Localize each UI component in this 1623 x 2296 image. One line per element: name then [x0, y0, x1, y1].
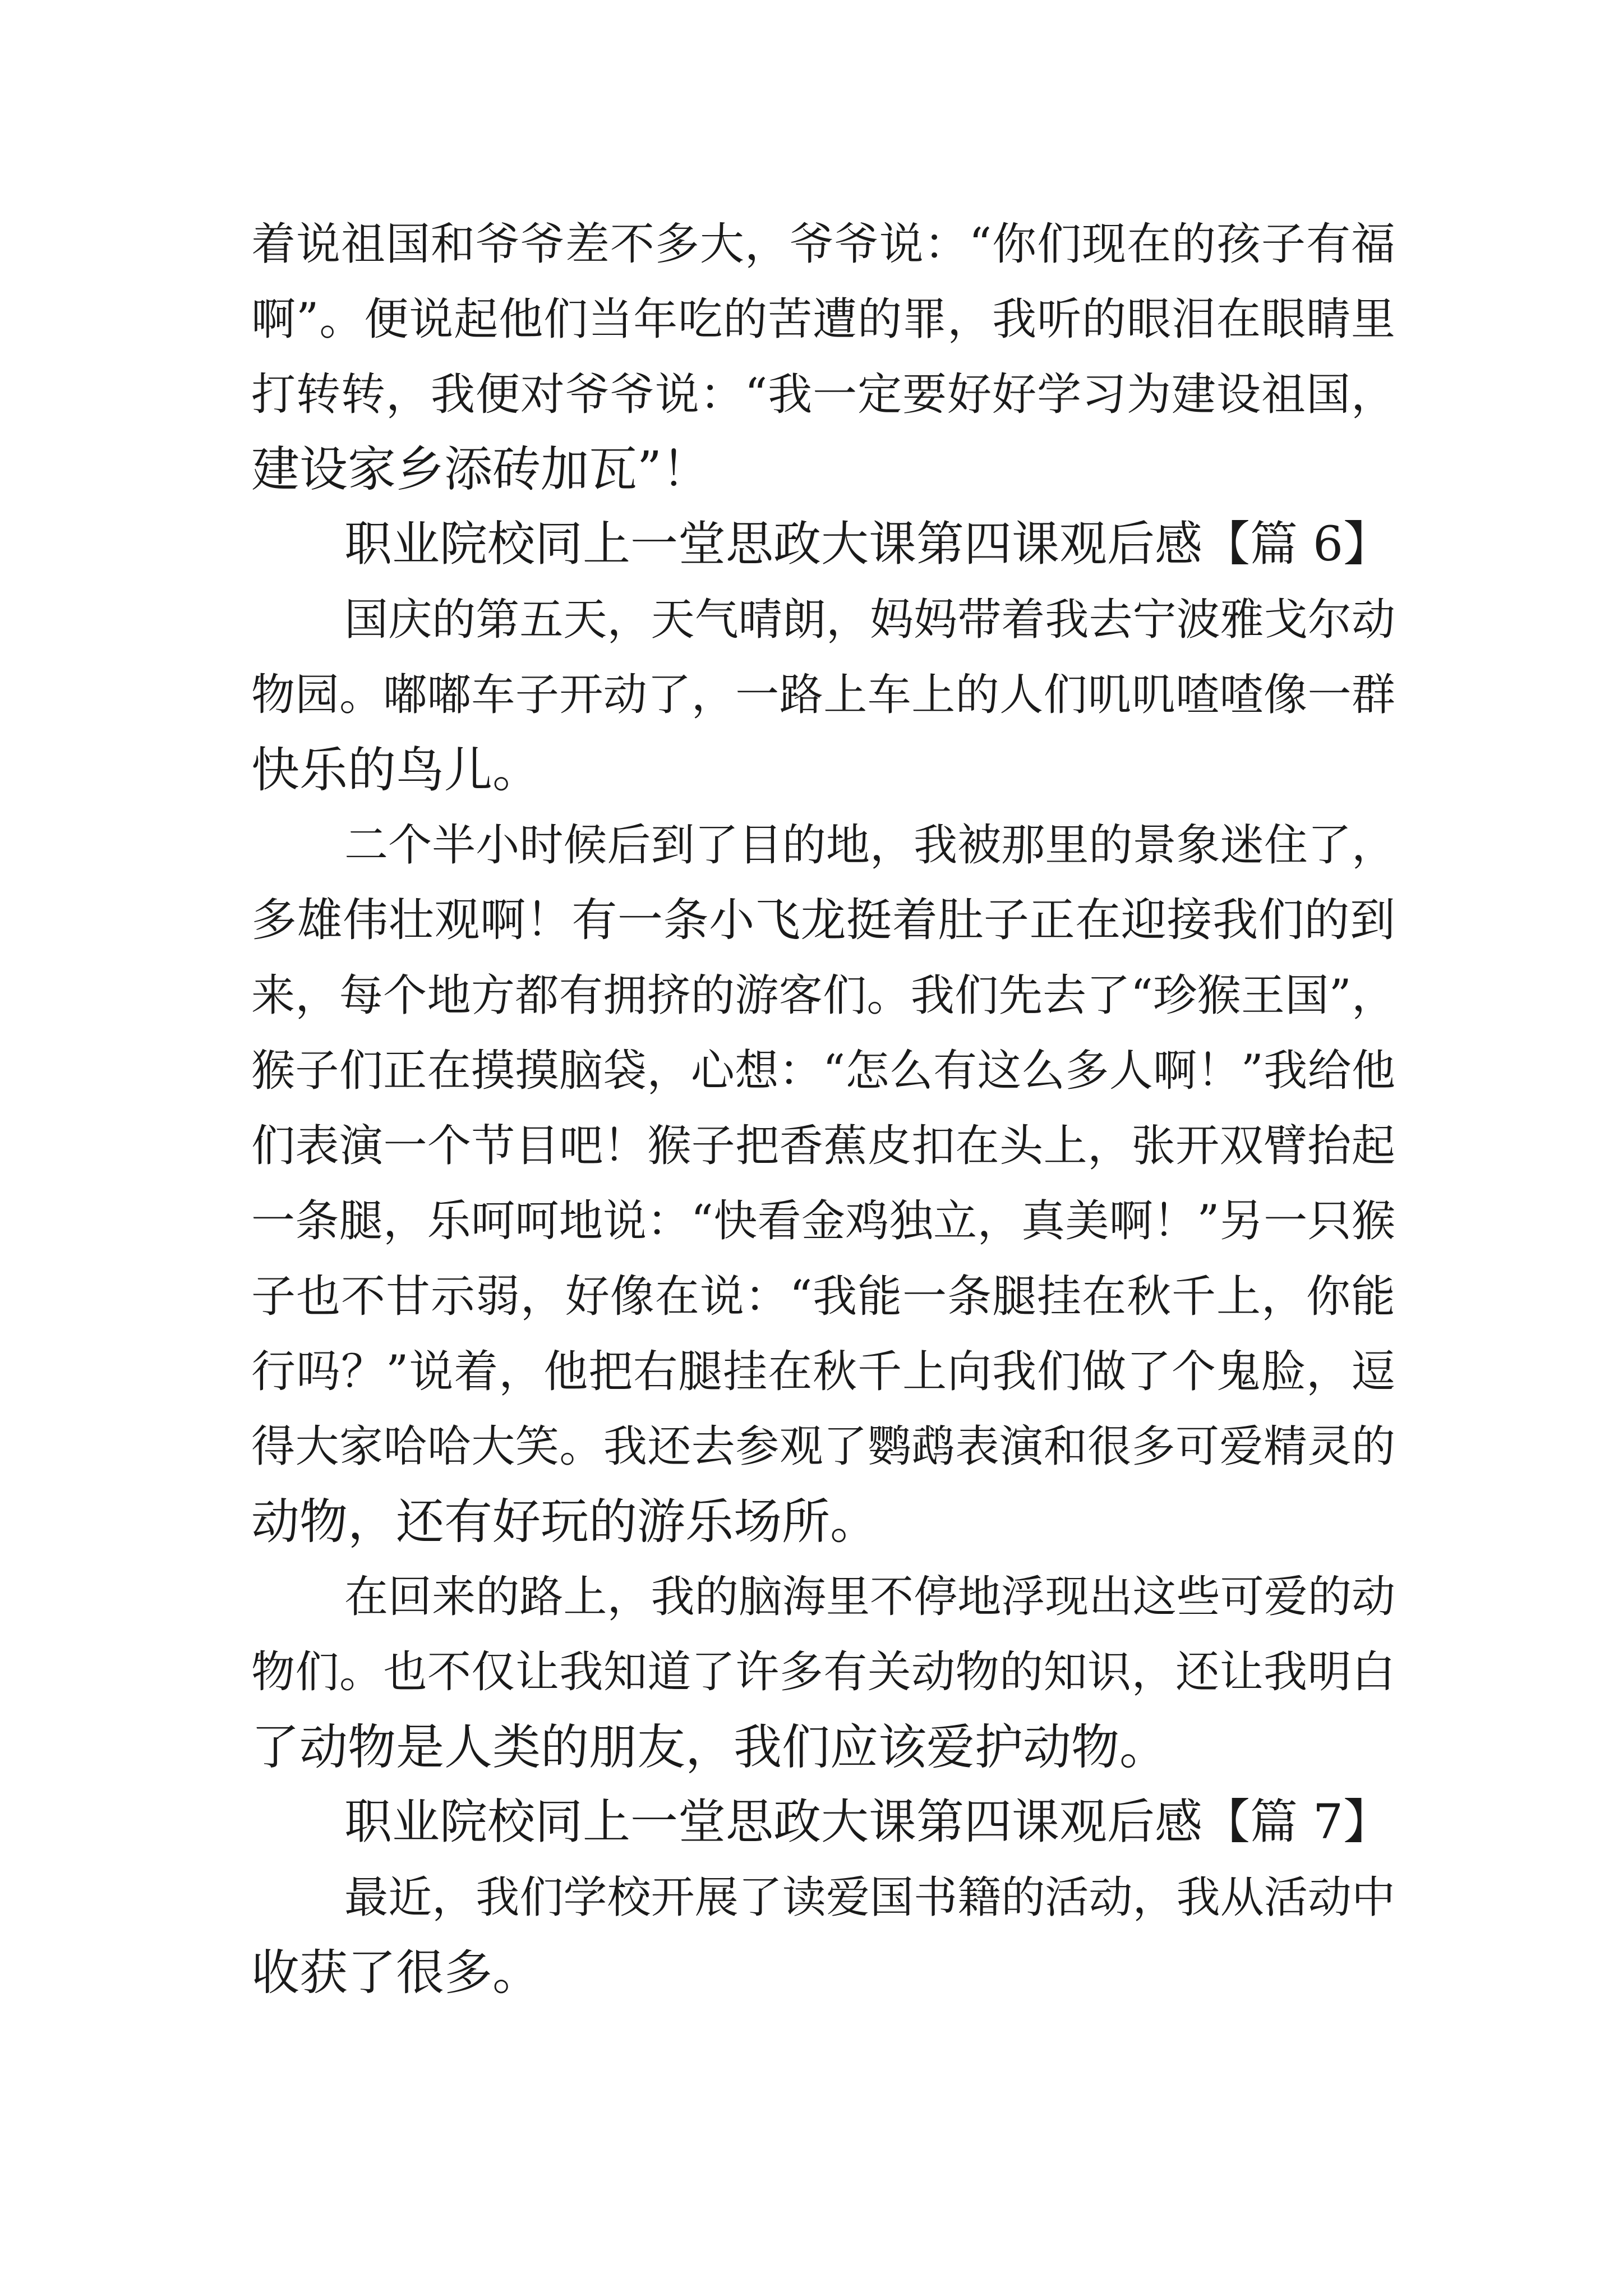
text-line: 猴子们正在摸摸脑袋，心想：“怎么有这么多人啊！”我给他 — [251, 1046, 1395, 1096]
text-line: 啊”。便说起他们当年吃的苦遭的罪，我听的眼泪在眼睛里 — [251, 293, 1395, 345]
text-line: 建设家乡添砖加瓦”！ — [251, 441, 710, 498]
text-line: 收获了很多。 — [251, 1945, 541, 2001]
body-text — [251, 206, 1395, 2010]
text-line: 物们。也不仅让我知道了许多有关动物的知识，还让我明白 — [251, 1647, 1395, 1697]
text-line: 着说祖国和爷爷差不多大，爷爷说：“你们现在的孩子有福 — [251, 218, 1395, 270]
text-line: 了动物是人类的朋友，我们应该爱护动物。 — [251, 1719, 1168, 1775]
text-line: 国庆的第五天，天气晴朗，妈妈带着我去宁波雅戈尔动 — [344, 595, 1395, 645]
text-line: 们表演一个节目吧！猴子把香蕉皮扣在头上，张开双臂抬起 — [251, 1121, 1395, 1171]
text-line: 在回来的路上，我的脑海里不停地浮现出这些可爱的动 — [344, 1572, 1395, 1622]
section-heading: 职业院校同上一堂思政大课第四课观后感【篇 7】 — [344, 1795, 1391, 1850]
text-line: 快乐的鸟儿。 — [251, 742, 541, 798]
text-line: 最近，我们学校开展了读爱国书籍的活动，我从活动中 — [344, 1872, 1395, 1923]
text-line: 物园。嘟嘟车子开动了，一路上车上的人们叽叽喳喳像一群 — [251, 670, 1395, 720]
text-line: 打转转，我便对爷爷说：“我一定要好好学习为建设祖国， — [251, 369, 1395, 420]
text-line: 来，每个地方都有拥挤的游客们。我们先去了“珍猴王国”， — [251, 970, 1395, 1021]
text-line: 动物，还有好玩的游乐场所。 — [251, 1494, 878, 1550]
text-line: 子也不甘示弱，好像在说：“我能一条腿挂在秋千上，你能 — [251, 1271, 1395, 1322]
text-line: 二个半小时候后到了目的地，我被那里的景象迷住了， — [344, 820, 1395, 871]
text-line: 行吗？”说着，他把右腿挂在秋千上向我们做了个鬼脸，逗 — [251, 1346, 1395, 1397]
text-line: 得大家哈哈大笑。我还去参观了鹦鹉表演和很多可爱精灵的 — [251, 1421, 1395, 1472]
section-heading: 职业院校同上一堂思政大课第四课观后感【篇 6】 — [344, 517, 1391, 572]
text-line: 一条腿，乐呵呵地说：“快看金鸡独立，真美啊！”另一只猴 — [251, 1196, 1395, 1246]
text-line: 多雄伟壮观啊！有一条小飞龙挺着肚子正在迎接我们的到 — [251, 894, 1395, 947]
